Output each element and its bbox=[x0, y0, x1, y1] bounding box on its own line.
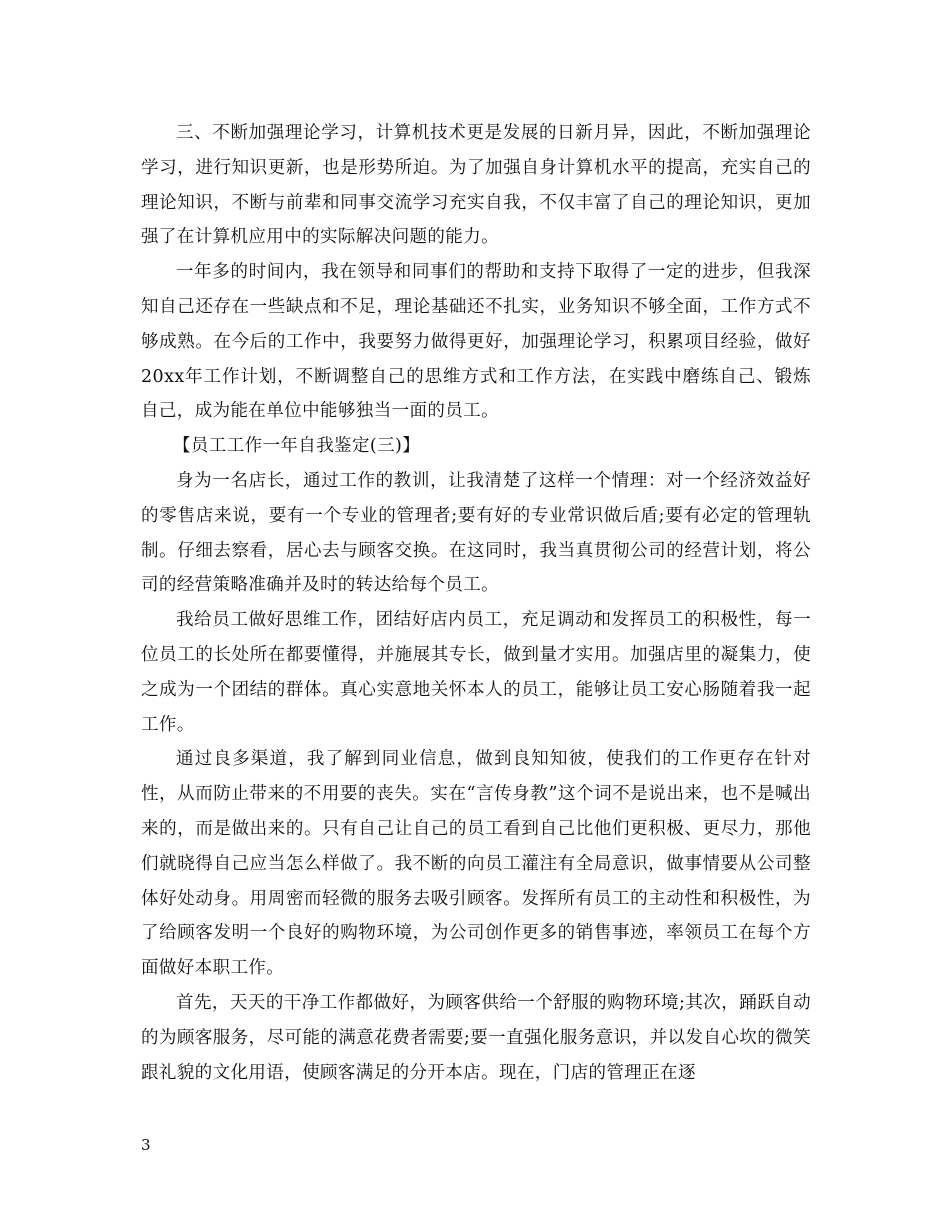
paragraph-store-manager: 身为一名店长，通过工作的教训，让我清楚了这样一个情理：对一个经济效益好的零售店来说，要有一个专业的管理者;要有好的专业常识做后盾;要有必定的管理轨制。仔细去察看，居心去与顾客交换。在这同时，我当真贯彻公司的经营计划，将公司的经营策略准确并及时的转达给每个员工。 bbox=[141, 470, 811, 596]
page-number: 3 bbox=[141, 1136, 151, 1154]
body-text bbox=[141, 116, 811, 1090]
paragraph-staff-work: 我给员工做好思维工作，团结好店内员工，充足调动和发挥员工的积极性，每一位员工的长处所在都要懂得，并施展其专长，做到量才实用。加强店里的凝集力，使之成为一个团结的群体。真心实意地关怀本人的员工，能够让员工安心肠随着我一起工作。 bbox=[141, 610, 811, 735]
paragraph-theory-study: 三、不断加强理论学习，计算机技术更是发展的日新月异，因此，不断加强理论学习，进行知识更新，也是形势所迫。为了加强自身计算机水平的提高，充实自己的理论知识，不断与前辈和同事交流学习充实自我，不仅丰富了自己的理论知识，更加强了在计算机应用中的实际解决问题的能力。 bbox=[141, 123, 811, 248]
section-heading: 【员工工作一年自我鉴定(三)】 bbox=[173, 436, 421, 457]
paragraph-first: 首先，天天的干净工作都做好，为顾客供给一个舒服的购物环境;其次，踊跃自动的为顾客服务，尽可能的满意花费者需要;要一直强化服务意识，并以发自心坎的微笑跟礼貌的文化用语，使顾客满足的分开本店。现在，门店的管理正在逐 bbox=[141, 992, 811, 1083]
paragraph-year-summary: 一年多的时间内，我在领导和同事们的帮助和支持下取得了一定的进步，但我深知自己还存在一些缺点和不足，理论基础还不扎实，业务知识不够全面，工作方式不够成熟。在今后的工作中，我要努力做得更好，加强理论学习，积累项目经验，做好20xx年工作计划，不断调整自己的思维方式和工作方法，在实践中磨练自己、锻炼自己，成为能在单位中能够独当一面的员工。 bbox=[141, 262, 811, 422]
paragraph-channels: 通过良多渠道，我了解到同业信息，做到良知知彼，使我们的工作更存在针对性，从而防止带来的不用要的丧失。实在“言传身教”这个词不是说出来，也不是喊出来的，而是做出来的。只有自己让自己的员工看到自己比他们更积极、更尽力，那他们就晓得自己应当怎么样做了。我不断的向员工灌注有全局意识，做事情要从公司整体好处动身。用周密而轻微的服务去吸引顾客。发挥所有员工的主动性和积极性，为了给顾客发明一个良好的购物环境，为公司创作更多的销售事迹，率领员工在每个方面做好本职工作。 bbox=[141, 749, 811, 979]
